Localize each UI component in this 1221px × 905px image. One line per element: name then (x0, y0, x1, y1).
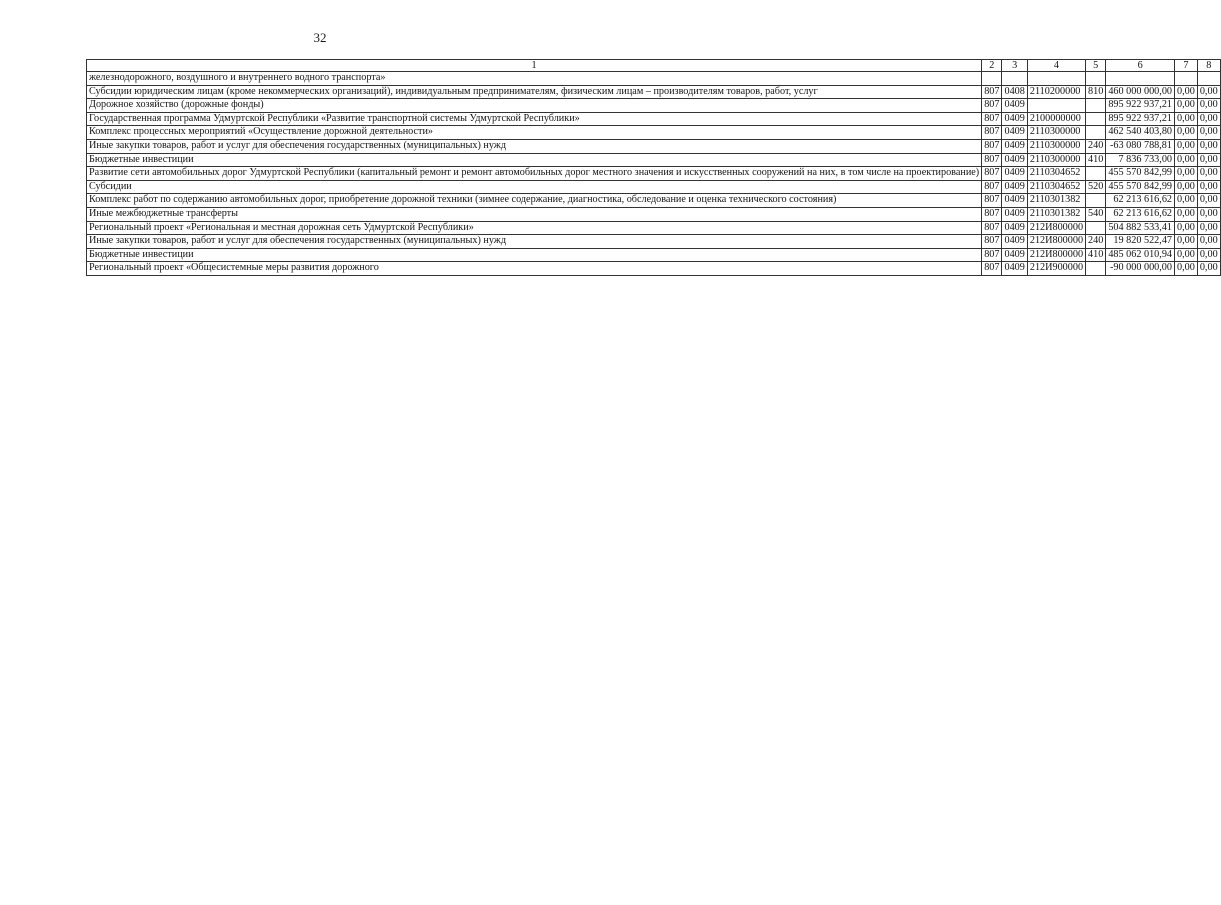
table-row (87, 180, 1221, 194)
cell-code-ministry (982, 72, 1002, 86)
table-row (87, 139, 1221, 153)
cell-amount-2: 0,00 (1175, 207, 1198, 221)
cell-code-section: 0409 (1002, 99, 1027, 113)
cell-amount-3: 0,00 (1197, 167, 1220, 181)
cell-code-section: 0409 (1002, 262, 1027, 276)
table-row (87, 99, 1221, 113)
cell-amount-3: 0,00 (1197, 194, 1220, 208)
cell-amount-2: 0,00 (1175, 153, 1198, 167)
cell-code-target (1027, 72, 1085, 86)
row-name: Региональный проект «Региональная и местная дорожная сеть Удмуртской Республики» (87, 221, 982, 235)
column-header: 6 (1106, 60, 1175, 72)
column-header: 3 (1002, 60, 1027, 72)
cell-code-expense-type (1086, 72, 1106, 86)
cell-amount-3: 0,00 (1197, 99, 1220, 113)
cell-amount-3: 0,00 (1197, 262, 1220, 276)
cell-code-ministry: 807 (982, 126, 1002, 140)
cell-amount: -63 080 788,81 (1106, 139, 1175, 153)
cell-code-section (1002, 72, 1027, 86)
cell-amount-3: 0,00 (1197, 85, 1220, 99)
cell-code-target: 212И800000 (1027, 235, 1085, 249)
cell-amount-2: 0,00 (1175, 85, 1198, 99)
cell-amount-3: 0,00 (1197, 221, 1220, 235)
cell-code-section: 0409 (1002, 112, 1027, 126)
cell-code-section: 0409 (1002, 153, 1027, 167)
cell-code-target: 2110301382 (1027, 207, 1085, 221)
cell-amount (1106, 72, 1175, 86)
cell-amount-3: 0,00 (1197, 139, 1220, 153)
cell-code-expense-type: 520 (1086, 180, 1106, 194)
cell-code-expense-type (1086, 112, 1106, 126)
cell-amount-3: 0,00 (1197, 248, 1220, 262)
cell-amount-2: 0,00 (1175, 235, 1198, 249)
row-name: Комплекс работ по содержанию автомобильных дорог, приобретение дорожной техники (зимнее содержание, диагностика, обследование и оценка технического состояния) (87, 194, 982, 208)
cell-code-expense-type: 240 (1086, 139, 1106, 153)
cell-amount: 485 062 010,94 (1106, 248, 1175, 262)
cell-code-expense-type (1086, 99, 1106, 113)
cell-code-ministry: 807 (982, 235, 1002, 249)
cell-code-expense-type (1086, 126, 1106, 140)
cell-code-ministry: 807 (982, 207, 1002, 221)
cell-code-section: 0408 (1002, 85, 1027, 99)
cell-amount: 895 922 937,21 (1106, 112, 1175, 126)
cell-code-section: 0409 (1002, 167, 1027, 181)
column-header: 2 (982, 60, 1002, 72)
cell-code-target (1027, 99, 1085, 113)
cell-code-section: 0409 (1002, 139, 1027, 153)
cell-code-section: 0409 (1002, 221, 1027, 235)
cell-amount-3: 0,00 (1197, 126, 1220, 140)
cell-code-ministry: 807 (982, 153, 1002, 167)
cell-code-ministry: 807 (982, 262, 1002, 276)
cell-amount-2: 0,00 (1175, 139, 1198, 153)
table-row (87, 235, 1221, 249)
table-row (87, 72, 1221, 86)
budget-table (86, 59, 1221, 276)
cell-code-section: 0409 (1002, 180, 1027, 194)
cell-code-target: 212И800000 (1027, 248, 1085, 262)
cell-amount: 19 820 522,47 (1106, 235, 1175, 249)
cell-amount-2: 0,00 (1175, 112, 1198, 126)
cell-code-target: 212И800000 (1027, 221, 1085, 235)
cell-amount: 62 213 616,62 (1106, 194, 1175, 208)
row-name: Развитие сети автомобильных дорог Удмуртской Республики (капитальный ремонт и ремонт автомобильных дорог местного значения и искусственных сооружений на них, в том числе на проектирование) (87, 167, 982, 181)
cell-amount: 504 882 533,41 (1106, 221, 1175, 235)
cell-amount: 455 570 842,99 (1106, 180, 1175, 194)
column-header: 5 (1086, 60, 1106, 72)
cell-amount-2: 0,00 (1175, 180, 1198, 194)
cell-code-expense-type (1086, 262, 1106, 276)
row-name: Иные закупки товаров, работ и услуг для обеспечения государственных (муниципальных) нужд (87, 139, 982, 153)
cell-amount-2: 0,00 (1175, 126, 1198, 140)
cell-amount: 62 213 616,62 (1106, 207, 1175, 221)
cell-code-target: 2110300000 (1027, 126, 1085, 140)
cell-amount-2: 0,00 (1175, 262, 1198, 276)
row-name: Комплекс процессных мероприятий «Осуществление дорожной деятельности» (87, 126, 982, 140)
table-header-row (87, 60, 1221, 72)
cell-code-expense-type: 540 (1086, 207, 1106, 221)
cell-amount-2: 0,00 (1175, 167, 1198, 181)
table-row (87, 221, 1221, 235)
row-name: Субсидии (87, 180, 982, 194)
page-number: 32 (313, 30, 327, 45)
cell-code-target: 2110304652 (1027, 180, 1085, 194)
column-header: 8 (1197, 60, 1220, 72)
cell-amount-3: 0,00 (1197, 112, 1220, 126)
cell-code-target: 2110200000 (1027, 85, 1085, 99)
column-header: 4 (1027, 60, 1085, 72)
cell-code-ministry: 807 (982, 112, 1002, 126)
row-name: Бюджетные инвестиции (87, 248, 982, 262)
cell-code-ministry: 807 (982, 139, 1002, 153)
cell-code-section: 0409 (1002, 126, 1027, 140)
table-row (87, 167, 1221, 181)
cell-amount: 455 570 842,99 (1106, 167, 1175, 181)
row-name: Региональный проект «Общесистемные меры развития дорожного (87, 262, 982, 276)
row-name: железнодорожного, воздушного и внутреннего водного транспорта» (87, 72, 982, 86)
cell-amount: -90 000 000,00 (1106, 262, 1175, 276)
cell-amount-3 (1197, 72, 1220, 86)
cell-code-target: 2110301382 (1027, 194, 1085, 208)
table-row (87, 112, 1221, 126)
cell-code-expense-type (1086, 221, 1106, 235)
row-name: Иные закупки товаров, работ и услуг для обеспечения государственных (муниципальных) нужд (87, 235, 982, 249)
table-row (87, 194, 1221, 208)
cell-amount-2: 0,00 (1175, 99, 1198, 113)
cell-code-section: 0409 (1002, 207, 1027, 221)
cell-code-section: 0409 (1002, 248, 1027, 262)
column-header: 7 (1175, 60, 1198, 72)
row-name: Субсидии юридическим лицам (кроме некоммерческих организаций), индивидуальным предпринимателям, физическим лицам – производителям товаров, работ, услуг (87, 85, 982, 99)
cell-amount: 895 922 937,21 (1106, 99, 1175, 113)
cell-amount-3: 0,00 (1197, 235, 1220, 249)
cell-amount: 7 836 733,00 (1106, 153, 1175, 167)
cell-amount-2: 0,00 (1175, 221, 1198, 235)
cell-amount: 460 000 000,00 (1106, 85, 1175, 99)
cell-code-section: 0409 (1002, 194, 1027, 208)
cell-code-expense-type: 410 (1086, 248, 1106, 262)
cell-code-target: 2110300000 (1027, 139, 1085, 153)
cell-code-ministry: 807 (982, 85, 1002, 99)
table-row (87, 262, 1221, 276)
row-name: Государственная программа Удмуртской Республики «Развитие транспортной системы Удмуртской Республики» (87, 112, 982, 126)
cell-code-expense-type (1086, 194, 1106, 208)
cell-code-target: 2110300000 (1027, 153, 1085, 167)
cell-amount-3: 0,00 (1197, 180, 1220, 194)
row-name: Иные межбюджетные трансферты (87, 207, 982, 221)
cell-code-ministry: 807 (982, 194, 1002, 208)
cell-code-ministry: 807 (982, 99, 1002, 113)
cell-code-expense-type: 810 (1086, 85, 1106, 99)
cell-amount: 462 540 403,80 (1106, 126, 1175, 140)
cell-code-expense-type: 240 (1086, 235, 1106, 249)
cell-amount-2: 0,00 (1175, 248, 1198, 262)
cell-code-target: 2100000000 (1027, 112, 1085, 126)
cell-amount-2 (1175, 72, 1198, 86)
row-name: Дорожное хозяйство (дорожные фонды) (87, 99, 982, 113)
table-row (87, 85, 1221, 99)
cell-code-expense-type: 410 (1086, 153, 1106, 167)
table-row (87, 248, 1221, 262)
table-row (87, 207, 1221, 221)
cell-code-target: 212И900000 (1027, 262, 1085, 276)
cell-amount-2: 0,00 (1175, 194, 1198, 208)
cell-amount-3: 0,00 (1197, 153, 1220, 167)
table-row (87, 153, 1221, 167)
cell-code-target: 2110304652 (1027, 167, 1085, 181)
cell-code-section: 0409 (1002, 235, 1027, 249)
cell-code-expense-type (1086, 167, 1106, 181)
row-name: Бюджетные инвестиции (87, 153, 982, 167)
cell-code-ministry: 807 (982, 180, 1002, 194)
cell-code-ministry: 807 (982, 221, 1002, 235)
column-header: 1 (87, 60, 982, 72)
table-row (87, 126, 1221, 140)
cell-code-ministry: 807 (982, 167, 1002, 181)
cell-amount-3: 0,00 (1197, 207, 1220, 221)
cell-code-ministry: 807 (982, 248, 1002, 262)
